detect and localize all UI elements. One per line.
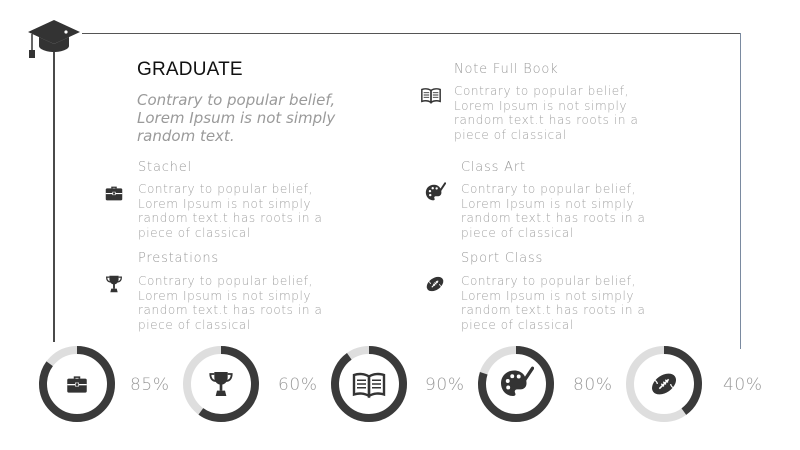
palette-icon	[424, 182, 446, 204]
frame-right-line	[740, 33, 741, 349]
trophy-icon	[103, 273, 125, 295]
trophy-icon	[210, 372, 231, 396]
intro-text: Contrary to popular belief, Lorem Ipsum is not simply random text.	[137, 91, 336, 145]
graduation-cap-icon	[26, 18, 82, 60]
gauge-label-40: 40%	[723, 375, 763, 395]
gauge-briefcase	[37, 344, 117, 424]
gauge-football	[624, 344, 704, 424]
page-title: GRADUATE	[137, 59, 243, 80]
section-heading-note-full-book: Note Full Book	[454, 62, 559, 77]
section-body-prestations: Contrary to popular belief, Lorem Ipsum is not simply random text.t has roots in a piece of classical	[138, 274, 323, 332]
gauge-palette	[476, 344, 556, 424]
section-heading-stachel: Stachel	[138, 160, 192, 175]
gauge-label-80: 80%	[573, 375, 613, 395]
section-heading-sport-class: Sport Class	[461, 251, 544, 266]
gauge-label-60: 60%	[278, 375, 318, 395]
section-body-note-full-book: Contrary to popular belief, Lorem Ipsum is not simply random text.t has roots in a piece of classical	[454, 84, 639, 142]
football-icon	[424, 273, 446, 295]
frame-top-line	[82, 33, 740, 34]
section-body-sport-class: Contrary to popular belief, Lorem Ipsum is not simply random text.t has roots in a piece of classical	[461, 274, 646, 332]
section-heading-prestations: Prestations	[138, 251, 219, 266]
gauge-label-85: 85%	[130, 375, 170, 395]
football-icon	[648, 369, 680, 398]
open-book-icon	[354, 374, 384, 396]
briefcase-icon	[67, 376, 87, 392]
gauge-label-90: 90%	[425, 375, 465, 395]
palette-icon	[501, 368, 533, 396]
frame-left-line	[53, 46, 55, 342]
gauge-trophy	[181, 344, 261, 424]
section-heading-class-art: Class Art	[461, 160, 526, 175]
briefcase-icon	[103, 182, 125, 204]
gauge-book	[329, 344, 409, 424]
section-body-stachel: Contrary to popular belief, Lorem Ipsum is not simply random text.t has roots in a piece of classical	[138, 182, 323, 240]
section-body-class-art: Contrary to popular belief, Lorem Ipsum is not simply random text.t has roots in a piece of classical	[461, 182, 646, 240]
open-book-icon	[420, 84, 442, 106]
